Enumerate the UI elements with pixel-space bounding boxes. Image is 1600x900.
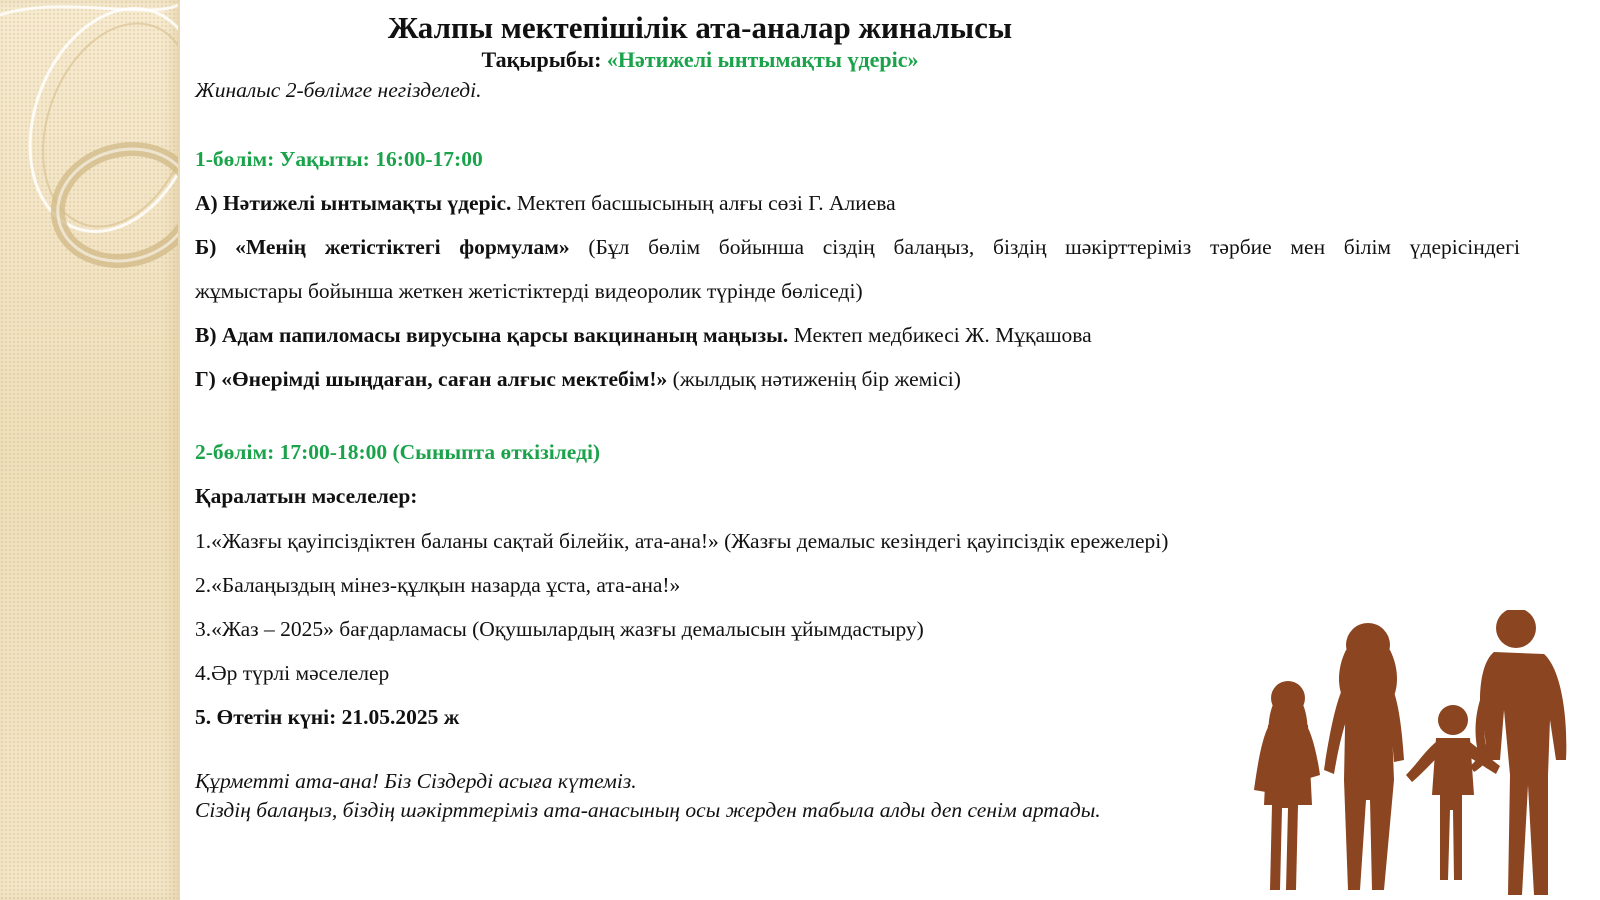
part1-heading: 1-бөлім: Уақыты: 16:00-17:00 [195,147,483,171]
item-c-text: Мектеп медбикесі Ж. Мұқашова [793,323,1092,347]
item-d-text: (жылдық нәтиженің бір жемісі) [672,367,961,391]
part1-item-a [195,189,896,217]
issue-item-4: 4.Әр түрлі мәселелер [195,661,390,685]
part1-item-c [195,321,1092,349]
subtitle-label: Тақырыбы: [481,47,602,72]
part1-item-b [195,233,1520,261]
intro-text: Жиналыс 2-бөлімге негізделеді. [195,78,482,102]
family-silhouette-icon [1248,610,1578,900]
meeting-date: 5. Өтетін күні: 21.05.2025 ж [195,705,460,729]
issue-item-1: 1.«Жазғы қауіпсіздіктен баланы сақтай білейік, ата-ана!» (Жазғы демалыс кезіндегі қауіпсіздік ережелері) [195,529,1169,553]
page-subtitle [170,46,1230,74]
issue-item-2: 2.«Балаңыздың мінез-құлқын назарда ұста, ата-ана!» [195,573,681,597]
part1-item-d [195,365,961,393]
item-a-text: Мектеп басшысының алғы сөзі Г. Алиева [516,191,896,215]
item-a-title: А) Нәтижелі ынтымақты үдеріс. [195,191,512,215]
item-b-text: (Бұл бөлім бойынша сіздің балаңыз, біздің шәкірттеріміз тәрбие мен білім үдерісіндегі [588,235,1521,259]
closing-line-2: Сіздің балаңыз, біздің шәкірттеріміз ата-анасының осы жерден табыла алды деп сенім артады. [195,798,1101,822]
item-d-title: Г) «Өнерімді шыңдаған, саған алғыс мектебім!» [195,367,668,391]
issues-heading: Қаралатын мәселелер: [195,484,418,508]
closing-line-1: Құрметті ата-ана! Біз Сіздерді асыға күтеміз. [195,769,637,793]
part2-heading: 2-бөлім: 17:00-18:00 (Сыныпта өткізіледі) [195,440,601,464]
decorative-side-band [0,0,180,900]
part1-item-b-continuation: жұмыстары бойынша жеткен жетістіктерді видеоролик түрінде бөліседі) [195,279,863,303]
subtitle-topic: «Нәтижелі ынтымақты үдеріс» [606,47,919,72]
page-title: Жалпы мектепішілік ата-аналар жиналысы [387,10,1013,45]
item-c-title: В) Адам папиломасы вирусына қарсы вакцинаның маңызы. [195,323,789,347]
ring-decoration-icon [0,0,178,360]
item-b-title: Б) «Менің жетістіктегі формулам» [195,235,570,259]
issue-item-3: 3.«Жаз – 2025» бағдарламасы (Оқушылардың жазғы демалысын ұйымдастыру) [195,617,924,641]
